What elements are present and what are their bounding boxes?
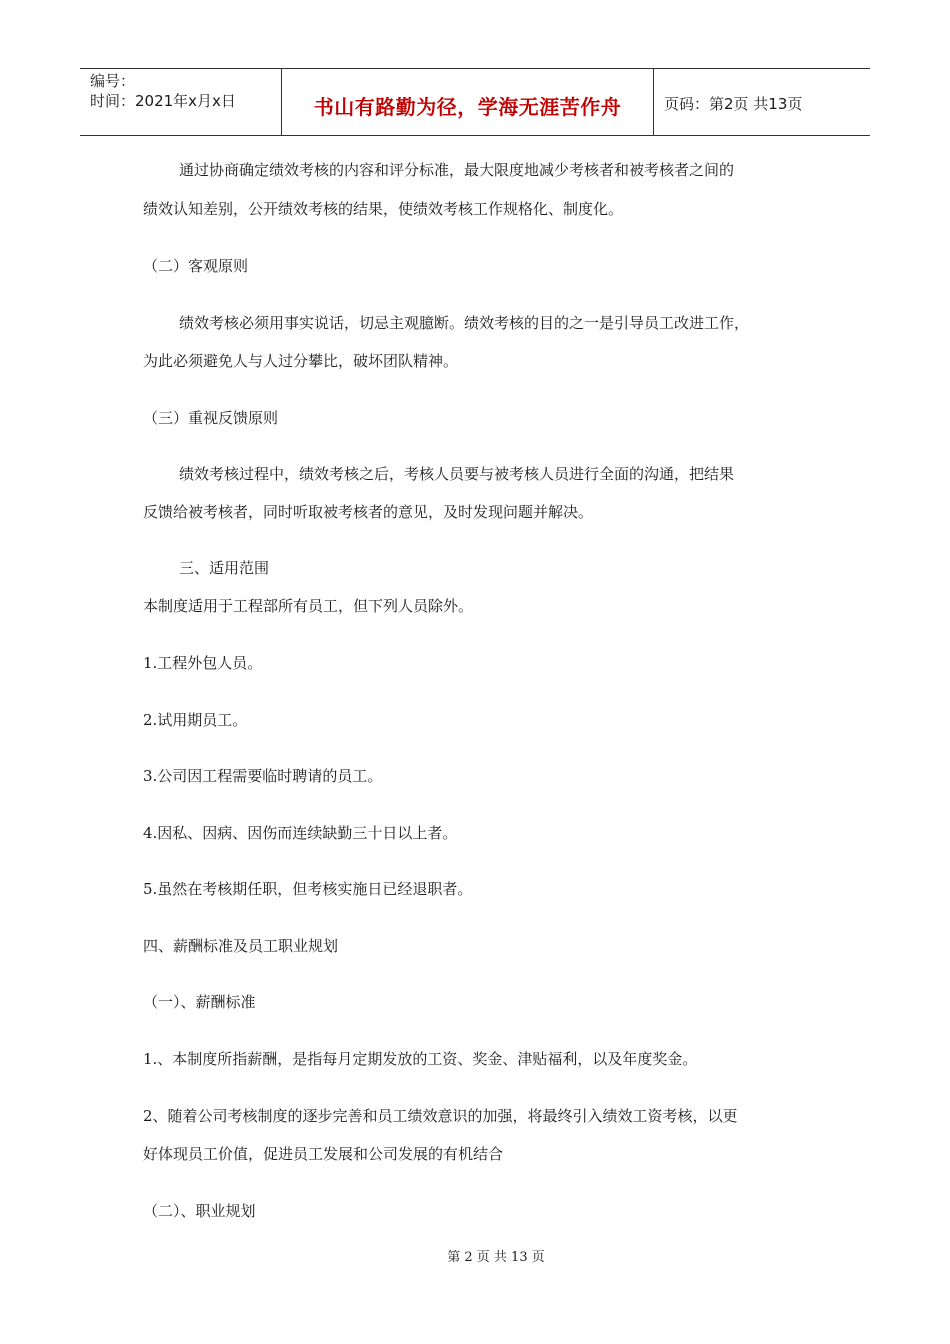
document-number-label: 编号： <box>90 72 136 90</box>
footer-page-number: 第 2 页 共 13 页 <box>447 1250 545 1265</box>
list-item: 4.因私、因病、因伤而连续缺勤三十日以上者。 <box>143 824 458 842</box>
page-footer <box>0 1246 950 1265</box>
list-item: 1.工程外包人员。 <box>143 654 263 672</box>
section-heading: （三）重视反馈原则 <box>143 409 279 427</box>
header-motto-cell <box>282 69 654 135</box>
body-line: 绩效认知差别，公开绩效考核的结果，使绩效考核工作规格化、制度化。 <box>143 200 624 218</box>
body-line: 绩效考核必须用事实说话，切忌主观臆断。绩效考核的目的之一是引导员工改进工作， <box>179 314 750 332</box>
list-item: 2、随着公司考核制度的逐步完善和员工绩效意识的加强，将最终引入绩效工资考核，以更 <box>143 1107 738 1125</box>
body-line: 反馈给被考核者，同时听取被考核者的意见，及时发现问题并解决。 <box>143 503 594 521</box>
section-heading: 四、薪酬标准及员工职业规划 <box>143 937 339 955</box>
list-item: 1.、本制度所指薪酬，是指每月定期发放的工资、奖金、津贴福利，以及年度奖金。 <box>143 1050 698 1068</box>
page-header <box>80 68 870 136</box>
list-item: 2.试用期员工。 <box>143 711 248 729</box>
body-line: 绩效考核过程中，绩效考核之后，考核人员要与被考核人员进行全面的沟通，把结果 <box>179 465 735 483</box>
list-item: 3.公司因工程需要临时聘请的员工。 <box>143 767 383 785</box>
list-item: 5.虽然在考核期任职，但考核实施日已经退职者。 <box>143 880 473 898</box>
body-line: 为此必须避免人与人过分攀比，破坏团队精神。 <box>143 352 459 370</box>
section-heading: （二）、职业规划 <box>143 1202 256 1220</box>
document-time-label: 时间：2021年x月x日 <box>90 92 236 110</box>
body-line: 本制度适用于工程部所有员工，但下列人员除外。 <box>143 597 474 615</box>
header-motto: 书山有路勤为径，学海无涯苦作舟 <box>313 94 622 119</box>
header-meta <box>80 69 282 135</box>
body-line: 通过协商确定绩效考核的内容和评分标准，最大限度地减少考核者和被考核者之间的 <box>179 161 735 179</box>
section-heading: （一）、薪酬标准 <box>143 993 256 1011</box>
header-page-info-cell <box>654 69 870 135</box>
body-line: 好体现员工价值，促进员工发展和公司发展的有机结合 <box>143 1145 504 1163</box>
header-page-info: 页码：第2页 共13页 <box>664 94 803 113</box>
section-heading: 三、适用范围 <box>179 559 270 577</box>
section-heading: （二）客观原则 <box>143 257 249 275</box>
